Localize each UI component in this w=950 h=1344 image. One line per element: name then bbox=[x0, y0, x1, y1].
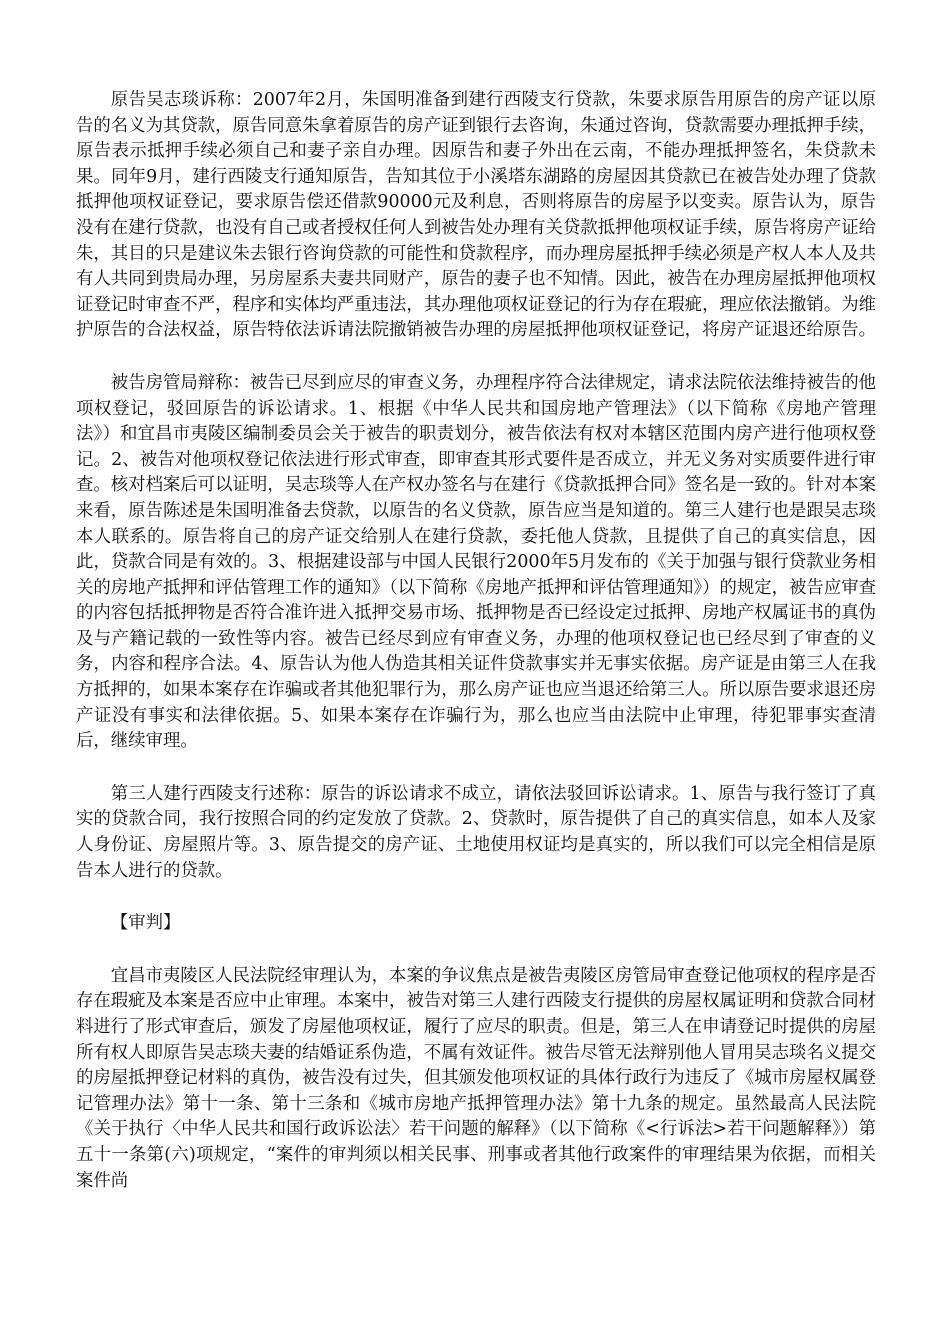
section-heading-judgment: 【审判】 bbox=[110, 913, 181, 934]
paragraph-plaintiff-claim: 原告吴志琰诉称：2007年2月，朱国明准备到建行西陵支行贷款，朱要求原告用原告的房产证以原告的名义为其贷款，原告同意朱拿着原告的房产证到银行去咨询，朱通过咨询，贷款需要办理抵押手续，原告表示抵押手续必须自己和妻子亲自办理。因原告和妻子外出在云南，不能办理抵押签名，朱贷款未果。同年9月，建行西陵支行通知原告，告知其位于小溪塔东湖路的房屋因其贷款已在被告处办理了贷款抵押他项权证登记，要求原告偿还借款90000元及利息，否则将原告的房屋予以变卖。原告认为，原告没有在建行贷款，也没有自己或者授权任何人到被告处办理有关贷款抵押他项权证手续，原告将房产证给朱，其目的只是建议朱去银行咨询贷款的可能性和贷款程序，而办理房屋抵押手续必须是产权人本人及共有人共同到贵局办理，另房屋系夫妻共同财产，原告的妻子也不知情。因此，被告在办理房屋抵押他项权证登记时审查不严，程序和实体均严重违法，其办理他项权证登记的行为存在瑕疵，理应依法撤销。为维护原告的合法权益，原告特依法诉请法院撤销被告办理的房屋抵押他项权证登记，将房产证退还给原告。 bbox=[76, 90, 876, 341]
paragraph-third-party-statement: 第三人建行西陵支行述称：原告的诉讼请求不成立，请依法驳回诉讼请求。1、原告与我行签订了真实的贷款合同，我行按照合同的约定发放了贷款。2、贷款时，原告提供了自己的真实信息，如本人及家人身份证、房屋照片等。3、原告提交的房产证、土地使用权证均是真实的，所以我们可以完全相信是原告本人进行的贷款。 bbox=[76, 783, 876, 881]
document-page bbox=[76, 88, 876, 1194]
paragraph-spacer bbox=[76, 937, 876, 964]
paragraph-spacer bbox=[76, 344, 876, 371]
paragraph-spacer bbox=[76, 884, 876, 911]
paragraph-court-reasoning: 宜昌市夷陵区人民法院经审理认为，本案的争议焦点是被告夷陵区房管局审查登记他项权的程序是否存在瑕疵及本案是否应中止审理。本案中，被告对第三人建行西陵支行提供的房屋权属证明和贷款合同材料进行了形式审查后，颁发了房屋他项权证，履行了应尽的职责。但是，第三人在申请登记时提供的房屋所有权人即原告吴志琰夫妻的结婚证系伪造，不属有效证件。被告尽管无法辩别他人冒用吴志琰名义提交的房屋抵押登记材料的真伪，被告没有过失，但其颁发他项权证的具体行政行为违反了《城市房屋权属登记管理办法》第十一条、第十三条和《城市房地产抵押管理办法》第十九条的规定。虽然最高人民法院《关于执行〈中华人民共和国行政诉讼法〉若干问题的解释》（以下简称《<行诉法>若干问题解释》）第五十一条第(六)项规定，“案件的审判须以相关民事、刑事或者其他行政案件的审理结果为依据，而相关案件尚 bbox=[76, 965, 876, 1191]
paragraph-defendant-defense: 被告房管局辩称：被告已尽到应尽的审查义务，办理程序符合法律规定，请求法院依法维持被告的他项权登记，驳回原告的诉讼请求。1、根据《中华人民共和国房地产管理法》（以下简称《房地产管理法》）和宜昌市夷陵区编制委员会关于被告的职责划分，被告依法有权对本辖区范围内房产进行他项权登记。2、被告对他项权登记依法进行形式审查，即审查其形式要件是否成立，并无义务对实质要件进行审查。核对档案后可以证明，吴志琰等人在产权办签名与在建行《贷款抵押合同》签名是一致的。针对本案来看，原告陈述是朱国明准备去贷款，以原告的名义贷款，原告应当是知道的。第三人建行也是跟吴志琰本人联系的。原告将自己的房产证交给别人在建行贷款，委托他人贷款，且提供了自己的真实信息，因此，贷款合同是有效的。3、根据建设部与中国人民银行2000年5月发布的《关于加强与银行贷款业务相关的房地产抵押和评估管理工作的通知》（以下简称《房地产抵押和评估管理通知》）的规定，被告应审查的内容包括抵押物是否符合准许进入抵押交易市场、抵押物是否已经设定过抵押、房地产权属证书的真伪及与产籍记载的一致性等内容。被告已经尽到应有审查义务，办理的他项权登记也已经尽到了审查的义务，内容和程序合法。4、原告认为他人伪造其相关证件贷款事实并无事实依据。房产证是由第三人在我方抵押的，如果本案存在诈骗或者其他犯罪行为，那么房产证也应当退还给第三人。所以原告要求退还房产证没有事实和法律依据。5、如果本案存在诈骗行为，那么也应当由法院中止审理，待犯罪事实查清后，继续审理。 bbox=[76, 372, 876, 752]
paragraph-spacer bbox=[76, 755, 876, 782]
